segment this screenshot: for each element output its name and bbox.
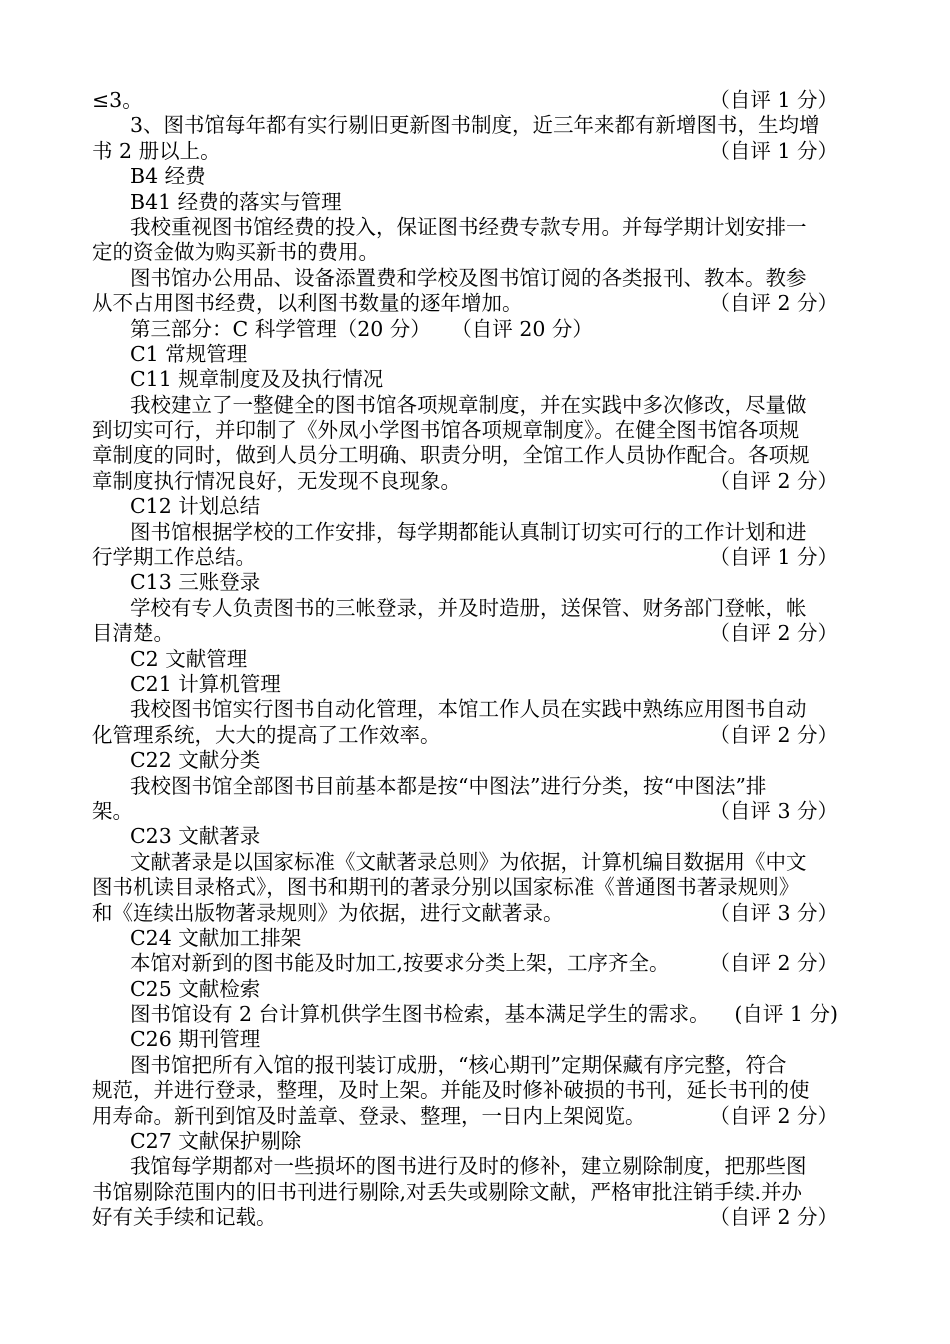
line-text: C12 计划总结 — [130, 494, 261, 519]
text-line — [0, 1002, 950, 1027]
line-text: 我馆每学期都对一些损坏的图书进行及时的修补，建立剔除制度，把那些图 — [130, 1154, 807, 1179]
text-line — [0, 824, 950, 849]
self-score-label: （自评 3 分） — [709, 900, 838, 925]
text-line — [0, 545, 950, 570]
line-text: 章制度执行情况良好，无发现不良现象。 — [92, 468, 461, 493]
text-line — [0, 875, 950, 900]
text-line — [0, 951, 950, 976]
self-score-label: （自评 1 分） — [709, 545, 838, 570]
line-text: C11 规章制度及及执行情况 — [130, 367, 384, 392]
text-line — [0, 240, 950, 265]
line-text: 从不占用图书经费，以利图书数量的逐年增加。 — [92, 291, 523, 316]
text-line — [0, 1078, 950, 1103]
line-text: 我校重视图书馆经费的投入，保证图书经费专款专用。并每学期计划安排一 — [130, 214, 807, 239]
line-text: 图书机读目录格式》，图书和期刊的著录分别以国家标准《普通图书著录规则》 — [92, 875, 800, 900]
line-text: 图书馆把所有入馆的报刊装订成册，“核心期刊”定期保藏有序完整，符合 — [130, 1052, 787, 1077]
line-text: 目清楚。 — [92, 621, 174, 646]
text-line — [0, 1180, 950, 1205]
text-line — [0, 926, 950, 951]
text-line — [0, 621, 950, 646]
text-line — [0, 1104, 950, 1129]
line-text: 图书馆根据学校的工作安排，每学期都能认真制订切实可行的工作计划和进 — [130, 519, 807, 544]
self-score-label: （自评 2 分） — [709, 722, 838, 747]
line-text: ≤3。 — [92, 88, 143, 112]
line-text: C1 常规管理 — [130, 341, 248, 366]
text-line — [0, 1154, 950, 1179]
line-text: B41 经费的落实与管理 — [130, 189, 342, 214]
text-line — [0, 901, 950, 926]
text-line — [0, 850, 950, 875]
line-text: 第三部分：C 科学管理（20 分） （自评 20 分） — [130, 316, 593, 341]
line-text: 3、图书馆每年都有实行剔旧更新图书制度，近三年来都有新增图书，生均增 — [130, 113, 820, 138]
text-line — [0, 723, 950, 748]
line-text: 图书馆设有 2 台计算机供学生图书检索，基本满足学生的需求。 — [130, 1002, 710, 1027]
text-line — [0, 367, 950, 392]
line-text: C27 文献保护剔除 — [130, 1129, 302, 1154]
text-line — [0, 1027, 950, 1052]
text-line — [0, 443, 950, 468]
line-text: 书 2 册以上。 — [92, 138, 221, 163]
text-line — [0, 266, 950, 291]
self-score-label: （自评 2 分） — [709, 468, 838, 493]
line-text: 好有关手续和记载。 — [92, 1205, 277, 1230]
text-line — [0, 317, 950, 342]
text-line — [0, 977, 950, 1002]
text-line — [0, 799, 950, 824]
text-line — [0, 113, 950, 138]
text-line — [0, 215, 950, 240]
text-line — [0, 190, 950, 215]
line-text: 行学期工作总结。 — [92, 545, 256, 570]
text-line — [0, 1129, 950, 1154]
text-line — [0, 393, 950, 418]
self-score-label: （自评 2 分） — [709, 1205, 838, 1230]
line-text: C25 文献检索 — [130, 976, 261, 1001]
line-text: 我校图书馆实行图书自动化管理，本馆工作人员在实践中熟练应用图书自动 — [130, 697, 807, 722]
text-line — [0, 1205, 950, 1230]
line-text: C22 文献分类 — [130, 748, 261, 773]
line-text: 规范，并进行登录，整理，及时上架。并能及时修补破损的书刊，延长书刊的使 — [92, 1078, 810, 1103]
line-text: 化管理系统，大大的提高了工作效率。 — [92, 722, 441, 747]
line-text: 图书馆办公用品、设备添置费和学校及图书馆订阅的各类报刊、教本。教参 — [130, 265, 807, 290]
self-score-label: （自评 2 分） — [709, 621, 838, 646]
line-text: 我校图书馆全部图书目前基本都是按“中图法”进行分类，按“中图法”排 — [130, 773, 767, 798]
text-line — [0, 570, 950, 595]
line-text: C21 计算机管理 — [130, 671, 281, 696]
self-score-label: （自评 2 分） — [709, 1103, 838, 1128]
text-line — [0, 774, 950, 799]
self-score-label: （自评 1 分） — [709, 88, 838, 112]
document-page — [0, 88, 950, 1231]
text-line — [0, 418, 950, 443]
line-text: 章制度的同时，做到人员分工明确、职责分明，全馆工作人员协作配合。各项规 — [92, 443, 810, 468]
text-line — [0, 748, 950, 773]
text-line — [0, 647, 950, 672]
line-text: 学校有专人负责图书的三帐登录，并及时造册，送保管、财务部门登帐，帐 — [130, 595, 807, 620]
self-score-label: （自评 3 分） — [709, 798, 838, 823]
text-line — [0, 520, 950, 545]
line-text: 用寿命。新刊到馆及时盖章、登录、整理，一日内上架阅览。 — [92, 1103, 646, 1128]
text-line — [0, 291, 950, 316]
line-text: C26 期刊管理 — [130, 1027, 261, 1052]
text-line — [0, 88, 950, 113]
line-text: 书馆剔除范围内的旧书刊进行剔除,对丢失或剔除文献，严格审批注销手续.并办 — [92, 1179, 803, 1204]
line-text: C2 文献管理 — [130, 646, 248, 671]
text-line — [0, 596, 950, 621]
self-score-label: （自评 1 分） — [709, 138, 838, 163]
text-line — [0, 469, 950, 494]
line-text: B4 经费 — [130, 164, 206, 189]
line-text: C13 三账登录 — [130, 570, 261, 595]
text-line — [0, 139, 950, 164]
line-text: C24 文献加工排架 — [130, 925, 302, 950]
line-text: 架。 — [92, 798, 133, 823]
line-text: 文献著录是以国家标准《文献著录总则》为依据，计算机编目数据用《中文 — [130, 849, 807, 874]
text-line — [0, 672, 950, 697]
self-score-label: （自评 2 分） — [709, 291, 838, 316]
line-text: 定的资金做为购买新书的费用。 — [92, 240, 379, 265]
text-line — [0, 342, 950, 367]
self-score-label: （自评 2 分） — [709, 951, 838, 976]
line-text: 到切实可行，并印制了《外凤小学图书馆各项规章制度》。在健全图书馆各项规 — [92, 418, 800, 443]
text-line — [0, 494, 950, 519]
text-line — [0, 164, 950, 189]
text-line — [0, 1053, 950, 1078]
line-text: C23 文献著录 — [130, 824, 261, 849]
line-text: 和《连续出版物著录规则》为依据，进行文献著录。 — [92, 900, 564, 925]
self-score-label: (自评 1 分) — [734, 1002, 838, 1027]
line-text: 本馆对新到的图书能及时加工,按要求分类上架，工序齐全。 — [130, 951, 670, 976]
text-line — [0, 697, 950, 722]
line-text: 我校建立了一整健全的图书馆各项规章制度，并在实践中多次修改，尽量做 — [130, 392, 807, 417]
